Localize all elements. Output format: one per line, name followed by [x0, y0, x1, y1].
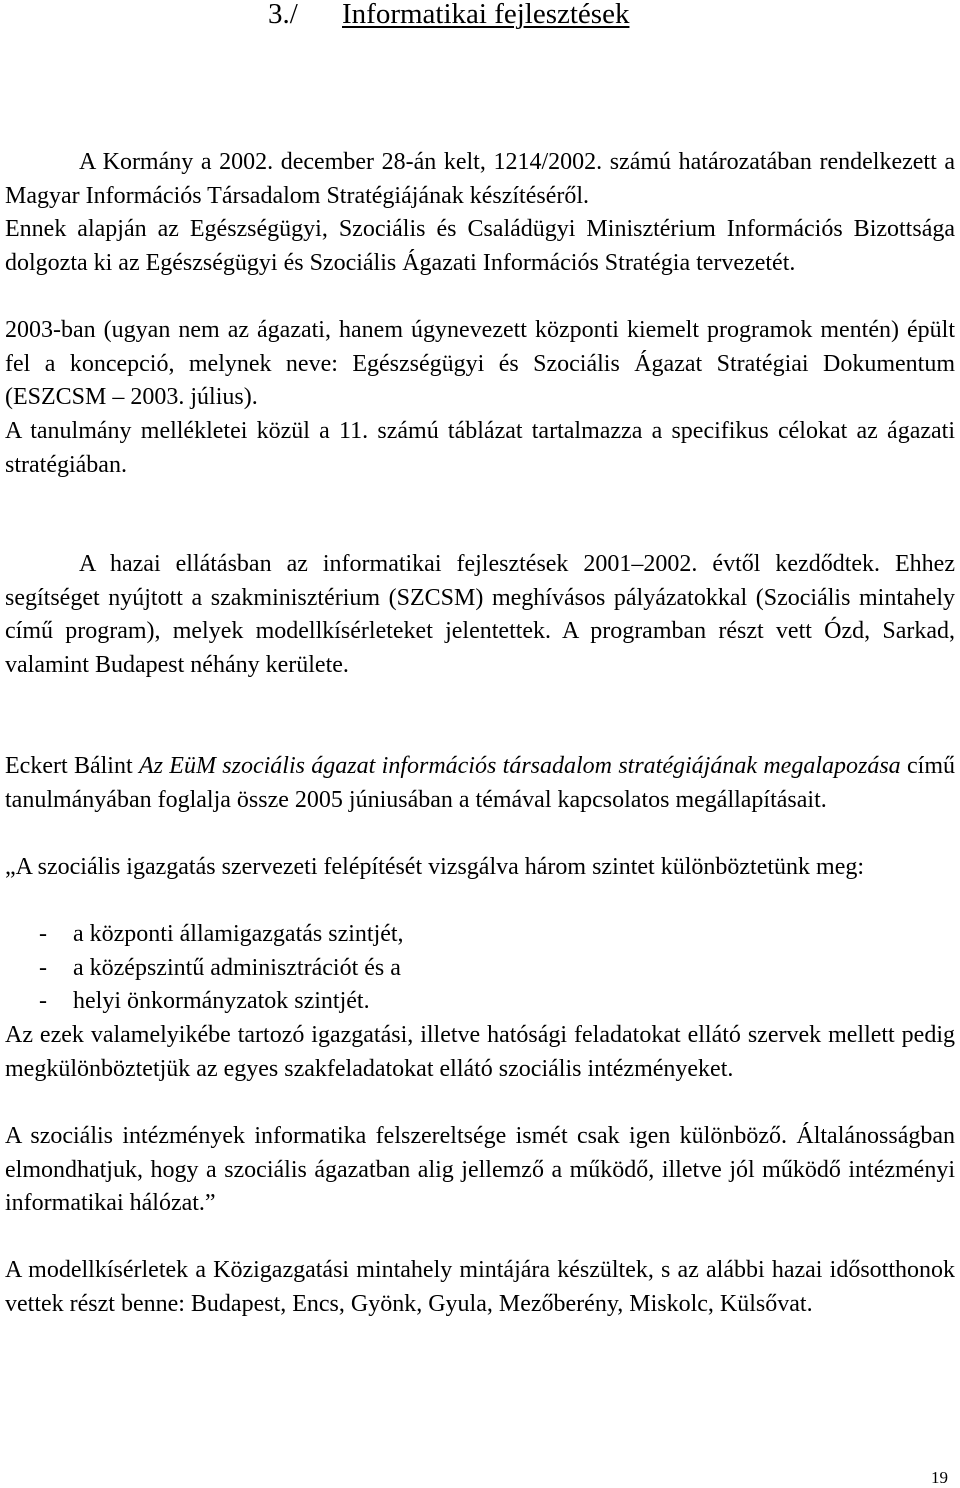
study-title: Az EüM szociális ágazat információs társadalom stratégiájának megalapozása	[138, 753, 901, 779]
section-heading	[268, 0, 629, 32]
paragraph-strategy-document: 2003-ban (ugyan nem az ágazati, hanem úgynevezett központi kiemelt programok mentén) épült fel a koncepció, melynek neve: Egészségügyi és Szociális Ágazat Stratégiai Dokumentum (ESZCSM – 2003. július).	[5, 317, 955, 411]
paragraph-government-decree: A Kormány a 2002. december 28-án kelt, 1214/2002. számú határozatában rendelkezett a Magyar Információs Társadalom Stratégiájának készítéséről.	[5, 149, 955, 209]
paragraph-it-equipment: A szociális intézmények informatika felszereltsége ismét csak igen különböző. Általánosságban elmondhatjuk, hogy a szociális ágazatban alig jellemző a működő, illetve jól működő intézményi informatikai hálózat.”	[5, 1123, 955, 1217]
paragraph-annex-table: A tanulmány mellékletei közül a 11. számú táblázat tartalmazza a specifikus célokat az ágazati stratégiában.	[5, 418, 955, 478]
list-item: - a középszintű adminisztrációt és a	[39, 954, 401, 981]
paragraph-domestic-developments: A hazai ellátásban az informatikai fejlesztések 2001–2002. évtől kezdődtek. Ehhez segítséget nyújtott a szakminisztérium (SZCSM) meghívásos pályázatokkal (Szociális mintahely című program), melyek modellkísérleteket jelentettek. A programban részt vett Ózd, Sarkad, valamint Budapest néhány kerülete.	[5, 551, 955, 678]
section-number: 3./	[268, 0, 298, 30]
paragraph-quote-levels: „A szociális igazgatás szervezeti felépítését vizsgálva három szintet különböztetünk meg:	[5, 854, 865, 880]
page-number: 19	[931, 1468, 948, 1487]
paragraph-model-experiments: A modellkísérletek a Közigazgatási mintahely mintájára készültek, s az alábbi hazai idősotthonok vettek részt benne: Budapest, Encs, Gyönk, Gyula, Mezőberény, Miskolc, Külsővat.	[5, 1257, 955, 1317]
paragraph-eckert-study: Eckert Bálint Az EüM szociális ágazat információs társadalom stratégiájának megalapozása című tanulmányában foglalja össze 2005 júniusában a témával kapcsolatos megállapításait.	[5, 753, 955, 813]
section-title: Informatikai fejlesztések	[342, 0, 630, 30]
paragraph-institutions: Az ezek valamelyikébe tartozó igazgatási, illetve hatósági feladatokat ellátó szervek mellett pedig megkülönböztetjük az egyes szakfeladatokat ellátó szociális intézményeket.	[5, 1022, 955, 1082]
administration-levels-list	[5, 918, 955, 1019]
list-item: - a központi államigazgatás szintjét,	[39, 921, 404, 947]
paragraph-ministry-committee: Ennek alapján az Egészségügyi, Szociális és Családügyi Minisztérium Információs Bizottsága dolgozta ki az Egészségügyi és Szociális Ágazati Információs Stratégia tervezetét.	[5, 216, 955, 276]
list-item: - helyi önkormányzatok szintjét.	[39, 988, 370, 1015]
